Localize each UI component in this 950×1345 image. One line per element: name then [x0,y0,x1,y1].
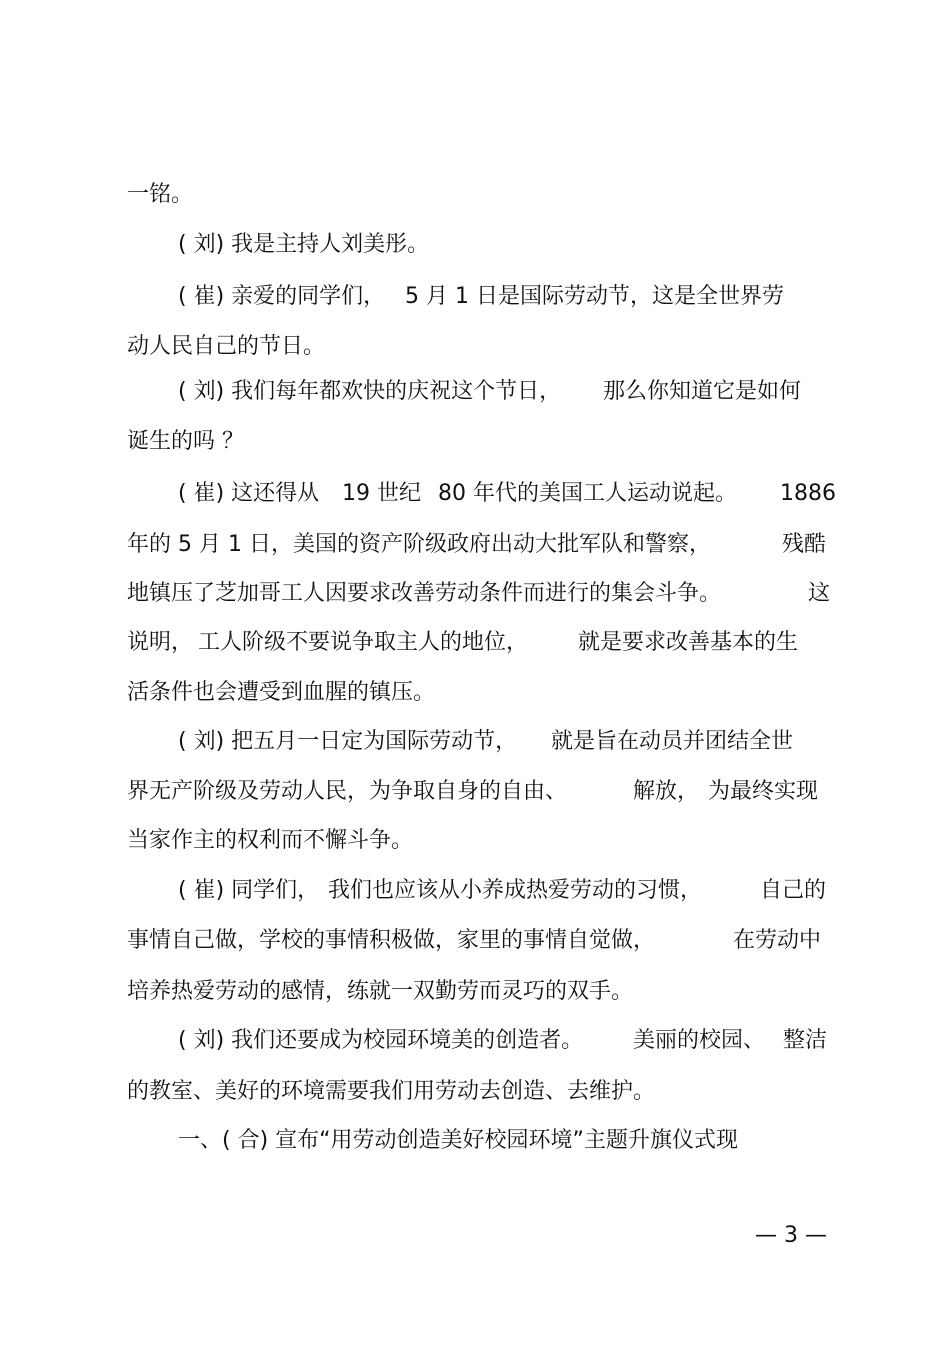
text-segment: 事情自己做，学校的事情积极做，家里的事情自觉做， [127,928,656,953]
text-line [0,327,950,367]
text-segment: ( 刘) 我们每年都欢快的庆祝这个节日， [178,379,562,404]
text-segment: 在劳动中 [733,928,822,953]
text-line [0,175,950,215]
text-segment: 我们也应该从小养成热爱劳动的习惯， [328,878,703,903]
text-line [0,623,950,663]
text-line [0,821,950,861]
text-segment: 年的 5 月 1 日，美国的资产阶级政府出动大批军队和警察， [127,532,711,557]
text-line [0,474,950,514]
text-line [0,372,950,412]
text-segment: ( 刘) 我是主持人刘美彤。 [178,232,430,257]
text-segment: 说明， [127,630,194,655]
text-line [0,422,950,462]
text-segment: 解放， [633,779,700,804]
text-segment: ( 崔) 这还得从 [178,481,320,506]
text-segment: 美丽的校园、 [633,1028,766,1053]
text-line [0,1072,950,1112]
text-line [0,722,950,762]
text-line [0,525,950,565]
text-segment: 一、( 合) 宣布“用劳动创造美好校园环境”主题升旗仪式现 [178,1128,738,1153]
text-segment: 为最终实现 [708,779,819,804]
text-segment: 就是旨在动员并团结全世 [551,729,794,754]
text-segment: 地镇压了芝加哥工人因要求改善劳动条件而进行的集会斗争。 [127,581,722,606]
text-line [0,921,950,961]
text-segment: 这 [808,581,831,606]
text-segment: 5 月 1 日是国际劳动节，这是全世界劳 [405,284,784,309]
text-segment: 那么你知道它是如何 [603,379,802,404]
text-segment: 一铭。 [127,182,194,207]
text-segment: ( 崔) 亲爱的同学们， [178,284,386,309]
text-line [0,772,950,812]
text-line [0,972,950,1012]
text-line [0,1021,950,1061]
text-segment: 整洁 [783,1028,828,1053]
text-segment: ( 崔) 同学们， [178,878,320,903]
text-line [0,673,950,713]
text-line [0,277,950,317]
text-segment: 界无产阶级及劳动人民，为争取自身的自由、 [127,779,568,804]
text-segment: 培养热爱劳动的感情，练就一双勤劳而灵巧的双手。 [127,979,634,1004]
text-segment: 残酷 [782,532,827,557]
text-segment: 自己的 [760,878,827,903]
text-segment: 就是要求改善基本的生 [578,630,799,655]
text-segment: 的教室、美好的环境需要我们用劳动去创造、去维护。 [127,1079,656,1104]
text-segment: ( 刘) 把五月一日定为国际劳动节， [178,729,518,754]
text-line [0,1121,950,1161]
page-number: — 3 — [755,1223,827,1248]
text-segment: 1886 [780,481,836,506]
text-segment: 19 世纪 [342,481,421,506]
text-segment: 诞生的吗 ？ [127,429,244,454]
text-line [0,871,950,911]
text-segment: ( 刘) 我们还要成为校园环境美的创造者。 [178,1028,584,1053]
text-segment: 当家作主的权利而不懈斗争。 [127,828,414,853]
text-segment: 动人民自己的节日。 [127,334,326,359]
text-segment: 工人阶级不要说争取主人的地位， [198,630,529,655]
text-segment: 80 年代的美国工人运动说起。 [438,481,737,506]
text-line [0,574,950,614]
text-segment: 活条件也会遭受到血腥的镇压。 [127,680,436,705]
text-line [0,225,950,265]
